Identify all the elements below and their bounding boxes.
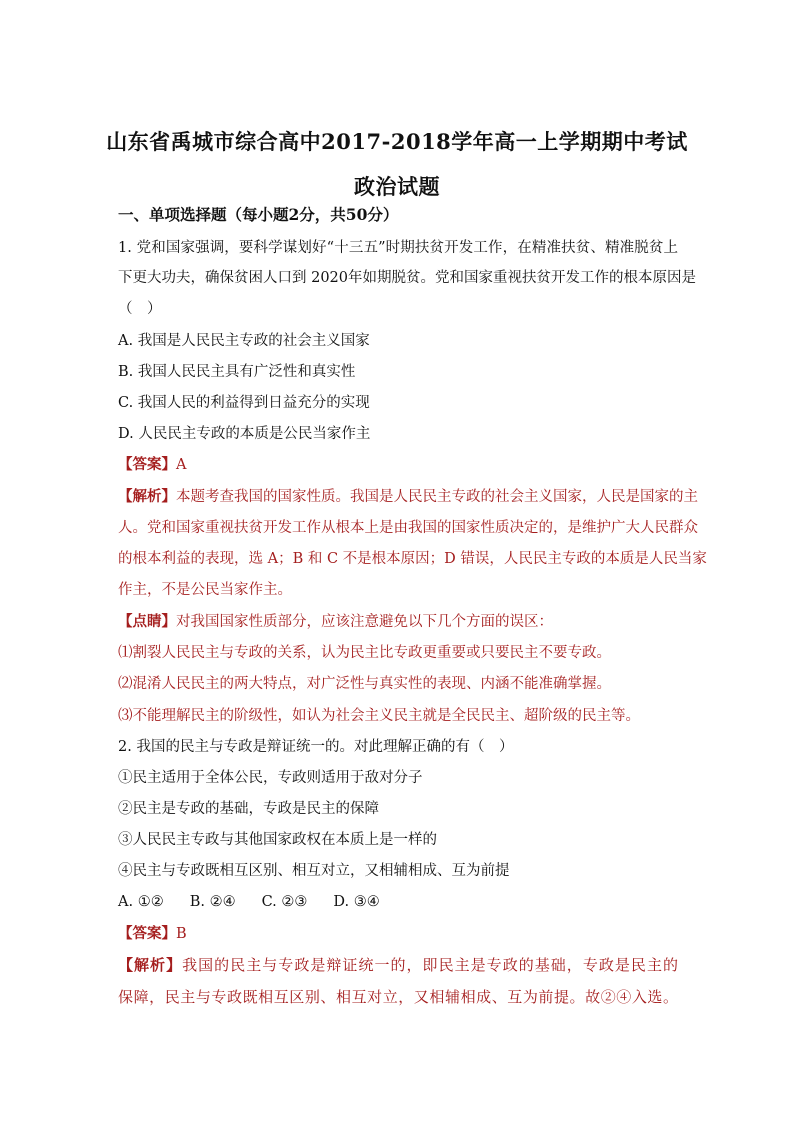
analysis-tag: 【解析】 <box>118 956 183 974</box>
q2-statement: ④民主与专政既相互区别、相互对立，又相辅相成、互为前提 <box>118 863 510 879</box>
q1-tip <box>118 612 678 632</box>
q2-statement: ①民主适用于全体公民，专政则适用于敌对分子 <box>118 770 423 786</box>
tip-text: 对我国国家性质部分，应该注意避免以下几个方面的误区： <box>176 614 553 630</box>
answer-value: A <box>176 457 187 473</box>
q1-answer <box>118 455 678 475</box>
q1-analysis-line: 的根本利益的表现，选 A；B 和 C 不是根本原因；D 错误，人民民主专政的本质是人民当家 <box>118 551 707 567</box>
tip-tag: 【点睛】 <box>118 613 176 630</box>
answer-tag: 【答案】 <box>118 925 176 942</box>
q2-option-b: B. ②④ <box>189 894 236 910</box>
analysis-tag: 【解析】 <box>118 488 176 505</box>
q1-analysis-line <box>118 487 698 507</box>
q1-analysis-line: 人。党和国家重视扶贫开发工作从根本上是由我国的国家性质决定的，是维护广大人民群众 <box>118 520 698 536</box>
analysis-text: 本题考查我国的国家性质。我国是人民民主专政的社会主义国家，人民是国家的主 <box>176 489 698 505</box>
analysis-text: 我国的民主与专政是辩证统一的，即民主是专政的基础，专政是民主的 <box>182 956 678 974</box>
q1-tip-point: ⑴割裂人民民主与专政的关系，认为民主比专政更重要或只要民主不要专政。 <box>118 645 611 661</box>
q1-tip-point: ⑶不能理解民主的阶级性，如认为社会主义民主就是全民民主、超阶级的民主等。 <box>118 708 640 724</box>
section-heading: 一、单项选择题（每小题2分，共50分） <box>118 205 399 224</box>
q2-option-c: C. ②③ <box>261 894 308 910</box>
q1-option-d: D. 人民民主专政的本质是公民当家作主 <box>118 426 371 442</box>
q1-option-c: C. 我国人民的利益得到日益充分的实现 <box>118 395 370 411</box>
q1-option-b: B. 我国人民民主具有广泛性和真实性 <box>118 364 356 380</box>
q1-stem-line: （ ） <box>118 301 162 317</box>
q2-stem: 2. 我国的民主与专政是辩证统一的。对此理解正确的有（ ） <box>118 739 514 755</box>
q2-analysis-line <box>118 955 678 975</box>
q2-statement: ③人民民主专政与其他国家政权在本质上是一样的 <box>118 832 437 848</box>
q2-option-d: D. ③④ <box>333 894 380 910</box>
q1-option-a: A. 我国是人民民主专政的社会主义国家 <box>118 333 370 349</box>
document-title: 山东省禹城市综合高中2017-2018学年高一上学期期中考试 <box>106 129 688 154</box>
q2-analysis-line: 保障，民主与专政既相互区别、相互对立，又相辅相成、互为前提。故②④入选。 <box>118 988 678 1006</box>
q1-analysis-line: 作主，不是公民当家作主。 <box>118 582 292 598</box>
answer-tag: 【答案】 <box>118 456 176 473</box>
q1-stem-line: 下更大功夫，确保贫困人口到 2020年如期脱贫。党和国家重视扶贫开发工作的根本原因是 <box>118 270 697 286</box>
q2-answer <box>118 924 678 944</box>
q2-statement: ②民主是专政的基础，专政是民主的保障 <box>118 801 379 817</box>
q1-tip-point: ⑵混淆人民民主的两大特点，对广泛性与真实性的表现、内涵不能准确掌握。 <box>118 676 611 692</box>
q1-stem-line: 1. 党和国家强调，要科学谋划好“十三五”时期扶贫开发工作，在精准扶贫、精准脱贫上 <box>118 240 678 256</box>
q2-option-a: A. ①② <box>118 894 164 910</box>
document-subtitle: 政治试题 <box>354 174 440 199</box>
answer-value: B <box>176 926 187 942</box>
q2-options <box>118 892 678 912</box>
